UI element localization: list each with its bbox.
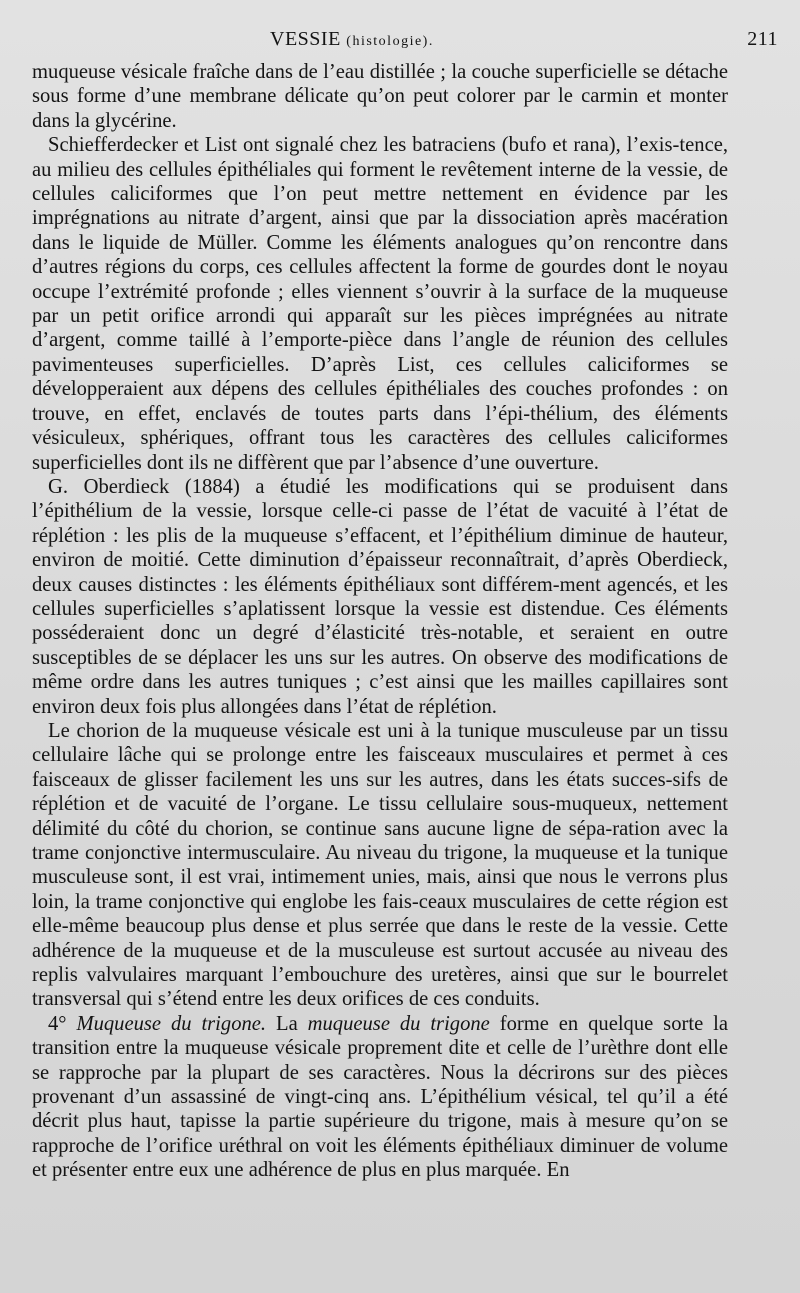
paragraph-5 bbox=[32, 1012, 728, 1183]
paragraph-4: Le chorion de la muqueuse vésicale est uni à la tunique musculeuse par un tissu cellulaire lâche qui se prolonge entre les faisceaux musculaires et permet à ces faisceaux de glisser facilement les uns sur les autres, dans les états succes-sifs de réplétion et de vacuité de l’organe. Le tissu cellulaire sous-muqueux, nettement délimité du côté du chorion, se continue sans aucune ligne de sépa-ration avec la trame conjonctive intermusculaire. Au niveau du trigone, la muqueuse et la tunique musculeuse sont, il est vrai, intimement unies, mais, ainsi que nous le verrons plus loin, la trame conjonctive qui englobe les fais-ceaux musculaires de cette région est elle-même beaucoup plus dense et plus serrée que dans le reste de la vessie. Cette adhérence de la muqueuse et de la musculeuse est surtout accusée au niveau des replis valvulaires marquant l’embouchure des uretères, ainsi que sur le bourrelet transversal qui s’étend entre les deux orifices de ces conduits. bbox=[32, 719, 728, 1011]
paragraph-3: G. Oberdieck (1884) a étudié les modifications qui se produisent dans l’épithélium de la vessie, lorsque celle-ci passe de l’état de vacuité à l’état de réplétion : les plis de la muqueuse s’effacent, et l’épithélium diminue de hauteur, environ de moitié. Cette diminution d’épaisseur reconnaîtrait, d’après Oberdieck, deux causes distinctes : les éléments épithéliaux sont différem-ment agencés, et les cellules superficielles s’aplatissent lorsque la vessie est distendue. Ces éléments posséderaient donc un degré d’élasticité très-notable, et seraient en outre susceptibles de se déplacer les uns sur les autres. On observe des modifications de même ordre dans les autres tuniques ; c’est ainsi que les mailles capillaires sont environ deux fois plus allongées dans l’état de réplétion. bbox=[32, 475, 728, 718]
paragraph-2: Schiefferdecker et List ont signalé chez les batraciens (bufo et rana), l’exis-tence, au milieu des cellules épithéliales qui forment le revêtement interne de la vessie, de cellules caliciformes que l’on peut mettre nettement en évidence par les imprégnations au nitrate d’argent, ainsi que par la dissociation après macération dans le liquide de Müller. Comme les éléments analogues qu’on rencontre dans d’autres régions du corps, ces cellules affectent la forme de gourdes dont le noyau occupe l’extrémité profonde ; elles viennent s’ouvrir à la surface de la muqueuse par un petit orifice arrondi qui apparaît sur les pièces imprégnées au nitrate d’argent, comme taillé à l’emporte-pièce dans l’angle de réunion des cellules pavimenteuses superficielles. D’après List, ces cellules caliciformes se développeraient aux dépens des cellules épithéliales des couches profondes : on trouve, en effet, enclavés de toutes parts dans l’épi-thélium, des éléments vésiculeux, sphériques, offrant tous les caractères des cellules caliciformes superficielles dont ils ne diffèrent que par l’absence d’une ouverture. bbox=[32, 134, 728, 474]
paragraph-1: muqueuse vésicale fraîche dans de l’eau distillée ; la couche superficielle se détache sous forme d’une membrane délicate qu’on peut colorer par le carmin et monter dans la glycérine. bbox=[32, 61, 728, 132]
page-number: 211 bbox=[747, 28, 778, 50]
running-head-title bbox=[270, 28, 434, 51]
section-heading: Muqueuse du trigone. bbox=[76, 1012, 267, 1035]
running-head bbox=[32, 26, 778, 60]
running-head-title-main: VESSIE bbox=[270, 28, 341, 50]
running-head-title-subtitle: (histologie). bbox=[346, 34, 434, 49]
section-lead-word: La bbox=[275, 1012, 298, 1035]
body-text bbox=[32, 60, 728, 1183]
section-term: muqueuse du trigone bbox=[307, 1012, 490, 1035]
section-body-text: forme en quelque sorte la transition entre la muqueuse vésicale proprement dite et celle de l’urèthre dont elle se rapproche par la plupart de ses caractères. Nous la décrirons sur des pièces provenant d’un assassiné de vingt-cinq ans. L’épithélium vésical, tel qu’il a été décrit plus haut, tapisse la partie supérieure du trigone, mais à mesure qu’on se rapproche de l’orifice uréthral on voit les éléments épithéliaux diminuer de volume et présenter entre eux une adhérence de plus en plus marquée. En bbox=[32, 1012, 728, 1182]
section-number: 4° bbox=[48, 1012, 67, 1035]
